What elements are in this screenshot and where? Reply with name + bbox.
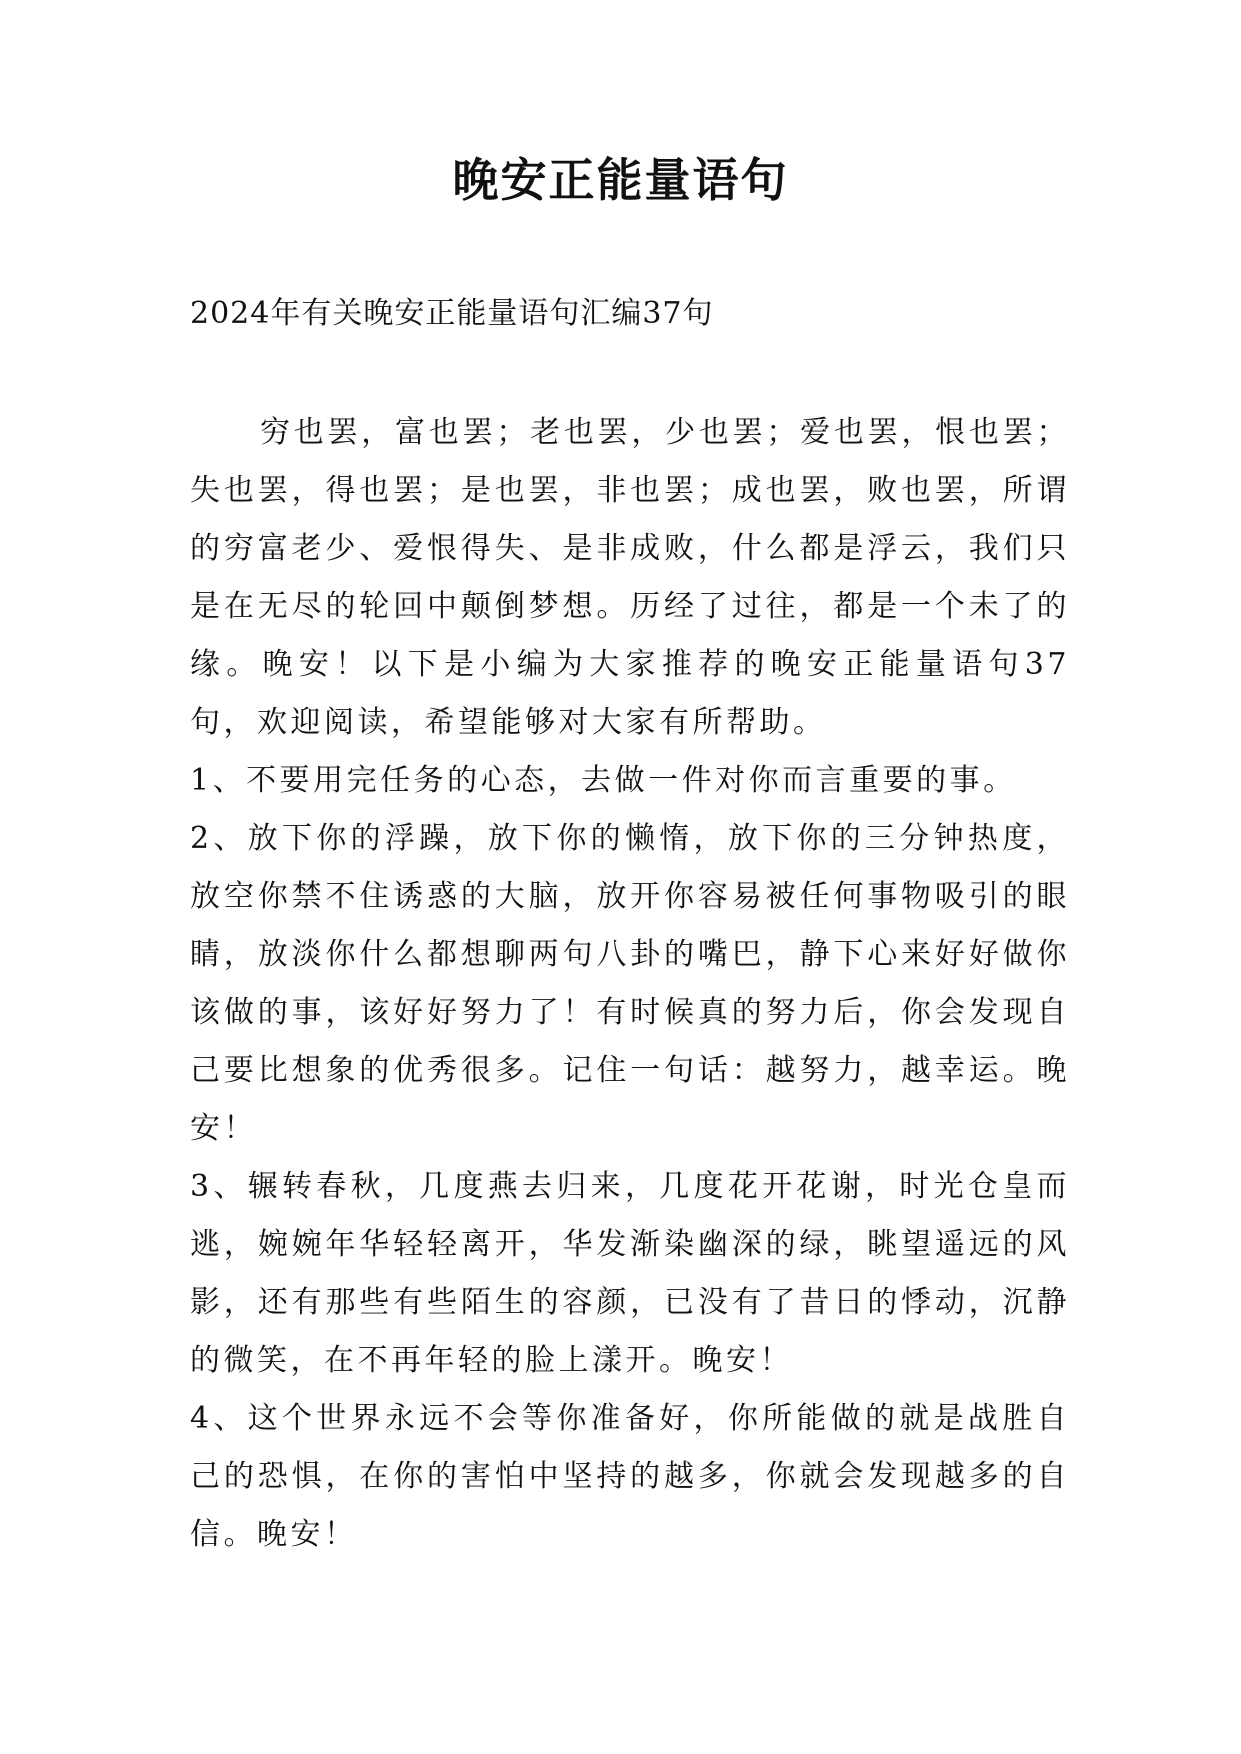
list-item: 3、辗转春秋，几度燕去归来，几度花开花谢，时光仓皇而逃，婉婉年华轻轻离开，华发渐染幽深的绿，眺望遥远的风影，还有那些有些陌生的容颜，已没有了昔日的悸动，沉静的微笑，在不再年轻的脸上漾开。晚安！: [190, 1169, 1070, 1378]
document-title: 晚安正能量语句: [452, 153, 789, 207]
list-item: 4、这个世界永远不会等你准备好，你所能做的就是战胜自己的恐惧，在你的害怕中坚持的越多，你就会发现越多的自信。晚安！: [190, 1401, 1070, 1552]
document-body: [190, 404, 1070, 1564]
list-item: 1、不要用完任务的心态，去做一件对你而言重要的事。: [190, 763, 1017, 798]
list-item: 2、放下你的浮躁，放下你的懒惰，放下你的三分钟热度，放空你禁不住诱惑的大脑，放开你容易被任何事物吸引的眼睛，放淡你什么都想聊两句八卦的嘴巴，静下心来好好做你该做的事，该好好努力了！有时候真的努力后，你会发现自己要比想象的优秀很多。记住一句话：越努力，越幸运。晚安！: [190, 821, 1070, 1146]
document-subtitle: 2024年有关晚安正能量语句汇编37句: [190, 296, 714, 331]
intro-paragraph: 穷也罢，富也罢；老也罢，少也罢；爱也罢，恨也罢；失也罢，得也罢；是也罢，非也罢；成也罢，败也罢，所谓的穷富老少、爱恨得失、是非成败，什么都是浮云，我们只是在无尽的轮回中颠倒梦想。历经了过往，都是一个未了的缘。晚安！以下是小编为大家推荐的晚安正能量语句37句，欢迎阅读，希望能够对大家有所帮助。: [190, 415, 1070, 740]
